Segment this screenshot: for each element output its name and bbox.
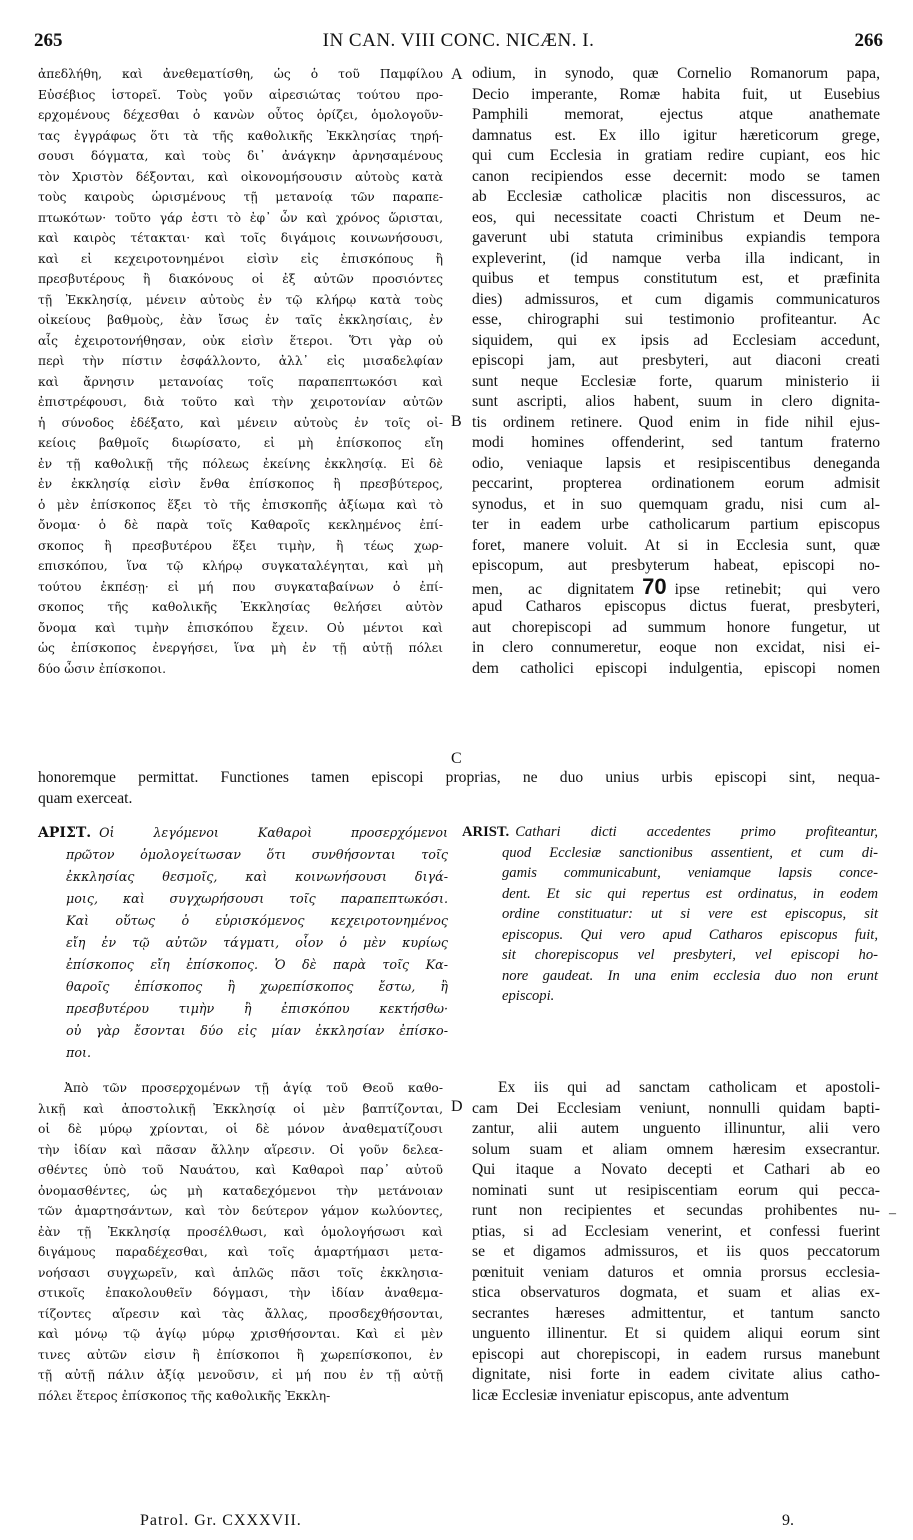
latin-commentary-column [472,64,880,679]
aristenus-label: ARIST. [462,824,510,840]
latin-text-line: episcopi jam, aut presbyteri, aut diaconi creati [472,352,880,369]
greek-text-line: τινες αὐτῶν εἰσιν ἢ ἐπίσκοποι ἢ χωρεπίσκοποι, ἐν [38,1347,443,1362]
latin-text-line: quibus et tempus constitutum est, et præfinita [472,270,880,287]
greek-text-line: οἱ δὲ μύρῳ χρίονται, οἱ δὲ μόνον ἀναθεματίζουσι [38,1122,443,1136]
latin-text-line: episcopi aut chorepiscopi, in eadem rursus manebunt [472,1345,880,1363]
aristenus-latin-line: sit chorepiscopus vel presbyteri, vel episcopi ho- [502,947,878,963]
latin-text-line: nominati sunt ut resipiscentiam eorum qui pecca- [472,1181,880,1199]
latin-text-line: tis ordinem retinere. Quod enim in fide nihil ejus- [472,413,880,431]
latin-text-line: modi homines offenderint, sed tantum fraterno [472,434,880,451]
greek-text-line: νοήσασι συγχωρεῖν, καὶ ἁπλῶς πᾶσι τοῖς ἐκκλησια- [38,1265,443,1280]
latin-text-line: foret, manere voluit. At si in Ecclesia sunt, quæ [472,536,880,554]
section-marker-d: D [451,1098,463,1115]
continuation-line: honoremque permittat. Functiones tamen episcopi proprias, ne duo unius urbis episcopi sint, nequa- [38,769,880,786]
greek-text-line: πόλει ἕτερος ἐπίσκοπος τῆς καθολικῆς Ἐκκλη- [38,1388,331,1403]
greek-text-line: τοὺς καιροὺς ὡρισμένους τῇ μετανοίᾳ τῶν παραπε- [38,190,443,204]
aristenus-latin-line: quod Ecclesiæ sanctionibus assentient, et cum di- [502,844,878,861]
aristenus-label: ΑΡΙΣΤ. [38,825,92,841]
latin-text-line: dies) admissuros, et cum digamis communicaturos [472,290,880,308]
greek-text-line: ὡς ἐπίσκοπος ἐνεργήσει, ἵνα μὴ ἐν τῇ αὐτῇ πόλει [38,641,443,655]
greek-text-line: σθέντες ὑπὸ τοῦ Ναυάτου, καὶ Καθαροὶ παρ᾿ αὐτοῦ [38,1163,443,1177]
aristenus-text: Cathari dicti accedentes primo profiteantur, [515,824,878,840]
latin-text-line: siquidem, qui ex ipsis ad Ecclesiam accedunt, [472,331,880,349]
aristenus-latin-line: episcopi. [502,988,555,1004]
margin-dash: – [889,1206,896,1221]
latin-text-line: odio, veniaque lapsis et resipiscentibus deneganda [472,454,880,472]
aristenus-greek-line: θαροῖς ἐπίσκοπος ἢ χωρεπίσκοπος ἔστω, ἢ [66,979,448,994]
aristenus-latin-line: nore gaudeat. In una enim ecclesia duo non erunt [502,967,878,984]
latin-text-line: Pamphili memorat, ejectus atque anathemate [472,106,880,123]
page-number-right: 266 [854,30,883,51]
page-header [34,30,883,56]
latin-text-line: Ex iis qui ad sanctam catholicam et apostoli- [498,1079,880,1096]
latin-text-line: Decio imperante, Romæ habita fuit, ut Eusebius [472,85,880,103]
latin-text-line: secrantes hæreses admittentur, et tantum sancto [472,1304,880,1322]
latin-text-line: Qui itaque a Novato decepti et Cathari ab eo [472,1161,880,1178]
latin-text-line: licæ Ecclesiæ inveniatur episcopus, ante adventum [472,1386,789,1404]
greek-text-line: ὄνομα καὶ τιμὴν ἐπισκόπου ἔχειν. Οὐ μέντοι καὶ [38,620,443,635]
aristenus-latin-block [462,822,878,1007]
aristenus-greek-line: ἐκκλησίας θεσμοῖς, καὶ κοινωνήσουσι διγά- [66,869,448,884]
aristenus-greek-line: Καὶ οὕτως ὁ εὑρισκόμενος κεχειροτονημένος [66,913,448,928]
latin-text-line: unguento illinentur. Et si quidem aliqui eorum sint [472,1325,880,1342]
section-marker-a: A [451,66,463,83]
latin-text-line: eos, qui necessitate coacti Christum et Deum ne- [472,208,880,226]
greek-text-line: Εὐσέβιος ἱστορεῖ. Τοὺς γοῦν αἱρεσιώτας τούτου προ- [38,87,443,102]
latin-text-fragment: men, ac dignitatem [472,580,635,597]
greek-text-line: ἡ σύνοδος ἐδέξατο, καὶ μένειν αὐτοὺς ἐν τοῖς οἰ- [38,415,443,430]
greek-text-line: τῇ αὐτῇ πάλιν ἀξίᾳ μενοῦσιν, εἰ μή που ἐν τῇ αὐτῇ [38,1368,443,1382]
latin-text-line: odium, in synodo, quæ Cornelio Romanorum papa, [472,65,880,82]
greek-text-line: ὁ μὲν ἐπίσκοπος ἕξει τὸ τῆς ἐπισκοπῆς ἀξίωμα καὶ τὸ [38,497,443,512]
aristenus-greek-line [38,822,448,844]
latin-text-line: se et digamos admissuros, et iis quos peccatorum [472,1243,880,1260]
latin-text-line: esse, chirographi sui testimonio profiteantur. Ac [472,311,880,328]
greek-text-line: καὶ εἰ κεχειροτονημένοι εἰσὶν εἰς ἐπισκόπους ἢ [38,251,443,266]
aristenus-greek-line: πρῶτον ὁμολογείτωσαν ὅτι συνθήσονται τοῖς [66,847,448,862]
latin-text-line: ptias, si ad Ecclesiam venerint, et confessi fuerint [472,1222,880,1240]
latin-text-line: episcopum, aut presbyterum habeat, episcopi no- [472,557,880,574]
aristenus-greek-line: ἐπίσκοπος εἴη ἐπίσκοπος. Ὁ δὲ παρὰ τοῖς Κα- [66,957,448,972]
greek-text-line: επισκόπου, ἵνα τῷ κλήρῳ συγκαταλέγηται, καὶ μὴ [38,559,443,573]
greek-text-line: καὶ ἄρνησιν μετανοίας τοῖς παραπεπτωκόσι καὶ [38,374,443,389]
running-title: IN CAN. VIII CONC. NICÆN. I. [322,30,595,51]
column-number: 70 [642,576,667,597]
greek-text-line: ἐν ἐκκλησίᾳ εἰσὶν ἔνθα ἐπίσκοπος ἢ πρεσβύτερος, [38,477,443,491]
greek-text-line: λικῇ καὶ ἀποστολικῇ Ἐκκλησίᾳ οἱ μὲν βαπτίζονται, [38,1101,443,1116]
greek-text-line: τῇ Ἐκκλησίᾳ, μένειν αὐτοὺς ἐν τῷ κλήρῳ κατὰ τοὺς [38,292,443,307]
latin-text-line [472,577,880,598]
greek-text-line: τίζοντες αἵρεσιν καὶ τὰς ἄλλας, προσδεχθήσονται, [38,1306,443,1321]
latin-text-line: in clero connumeretur, eoque non excidat, nisi ei- [472,639,880,656]
greek-text-line: ἐὰν τῇ Ἐκκλησίᾳ προσέλθωσι, καὶ ὁμολογήσωσι καὶ [38,1224,443,1239]
latin-text-line: ab Ecclesiæ catholicæ placitis non discessuros, ac [472,188,880,205]
greek-text-line: δύο ὦσιν ἐπίσκοποι. [38,661,167,676]
section-marker-b: B [451,413,462,430]
aristenus-greek-block [38,822,448,1064]
greek-text-line: στικοῖς ἐπακολουθεῖν δόγμασι, τὴν ἰδίαν ἀναθεμα- [38,1286,443,1300]
aristenus-latin-line: gamis communicabunt, veniamque lapsis conce- [502,865,878,881]
latin-text-line: cam Dei Ecclesiam veniunt, nonnulli quidam bapti- [472,1099,880,1117]
greek-text-line: Ἀπὸ τῶν προσερχομένων τῇ ἁγίᾳ τοῦ Θεοῦ καθο- [64,1081,443,1095]
greek-text-line: ερχομένους δέχεσθαι ὁ κανὼν οὗτος ὁρίζει, ὁμολογοῦν- [38,108,443,122]
greek-balsamon-column [38,1078,443,1406]
latin-text-line: dem catholici episcopi indulgentia, episcopi nomen [472,659,880,677]
aristenus-latin-line: ordine constituatur: ut si vere est episcopus, sit [502,906,878,922]
latin-text-line: sunt neque Ecclesiæ forte, quarum ministerio ii [472,372,880,390]
latin-text-line: peccarint, propterea ordinationem eorum admisit [472,475,880,492]
latin-text-line: ter in eadem urbe catholicarum partium episcopus [472,516,880,533]
greek-text-line: περὶ τὴν πίστιν ἐσφάλλοντο, ἀλλ᾿ εἰς μισαδελφίαν [38,354,443,368]
greek-text-line: πρεσβυτέρους ἢ διακόνους οἱ ἐξ αὐτῶν προσιόντες [38,272,443,286]
latin-text-line: qui cum Ecclesia in gratiam redire cupiant, eos hic [472,147,880,164]
greek-text-line: καὶ μόνῳ τῷ ἁγίῳ μύρῳ χρισθήσονται. Καὶ εἰ μὲν [38,1327,443,1341]
latin-balsamon-column [472,1078,880,1406]
greek-text-line: τῶν ἁμαρτησάντων, καὶ τὸν δεύτερον γάμον κωλύοντες, [38,1204,443,1218]
aristenus-latin-line [462,822,878,843]
greek-text-line: πτωκότων· τοῦτο γάρ ἐστι τὸ ἐφ᾿ ὧν καὶ χρόνος ὥρισται, [38,210,443,225]
greek-text-line: ὄνομα· ὁ δὲ παρὰ τοῖς Καθαροῖς κεκλημένος ἐπί- [38,518,443,532]
latin-text-line: pœnituit veniam daturos et omnia prorsus ecclesia- [472,1263,880,1281]
aristenus-latin-line: episcopus. Qui vero apud Catharos episcopus fuit, [502,926,878,943]
footer-signature: Patrol. Gr. CXXXVII. [140,1512,302,1529]
greek-text-line: σκοπος ἢ πρεσβυτέρου ἕξει τιμὴν, ἢ τέως χωρ- [38,538,443,553]
greek-text-line: τούτου ἐκπέσῃ· εἰ μή που συγκαταβαίνων ὁ ἐπί- [38,579,443,594]
greek-text-line: σουσι δόγματα, καὶ τοὺς δι᾿ ἀνάγκην ἀρνησαμένους [38,149,443,163]
continuation-line: quam exerceat. [38,789,133,807]
latin-text-line: expleverint, (id namque verba illa indicant, in [472,249,880,267]
latin-text-line: gaverunt ubi statuta criminibus expiandis tempora [472,229,880,246]
greek-text-line: τας ἐγγράφως ὅτι τὰ τῆς καθολικῆς Ἐκκλησίας τηρή- [38,128,443,143]
aristenus-greek-line: εἴη ἐν τῷ αὐτῶν τάγματι, οἷον ὁ μὲν κυρίως [66,935,448,950]
latin-text-line: aut chorepiscopi ad summum honore fungetur, ut [472,618,880,636]
latin-text-fragment: ipse retinebit; qui vero [674,580,880,597]
greek-text-line: τὸν Χριστὸν δέξονται, καὶ οἰκονομήσουσιν αὐτοὺς κατὰ [38,169,443,184]
greek-text-line: καὶ καιρὸς τέτακται· καὶ τοῖς διγάμοις κοινωνήσουσι, [38,231,443,245]
latin-text-line: sunt ascripti, alios habent, suum in clero dignita- [472,393,880,410]
greek-text-line: αἷς ἐχειροτονήθησαν, οὐκ εἰσὶν ἕτεροι. Ὅτι γὰρ οὐ [38,333,443,348]
latin-text-line: stica observaturos dogmata, et suam et alias ex- [472,1284,880,1301]
latin-text-line: canon recipiendos esse decernit: modo se tamen [472,167,880,185]
latin-text-line: damnatus est. Ex illo igitur hæreticorum grege, [472,126,880,144]
latin-text-line: apud Catharos episcopus dictus fuerat, presbyteri, [472,598,880,615]
aristenus-latin-line: dent. Et sic qui repertus est ordinatus, in eodem [502,885,878,902]
aristenus-greek-line: οὐ γὰρ ἔσονται δύο εἰς μίαν ἐκκλησίαν ἐπίσκο- [66,1023,448,1038]
greek-text-line: διγάμους παραδέχεσθαι, καὶ τοῖς ἁμαρτήμασι μετα- [38,1245,443,1259]
greek-text-line: τὴν ἰδίαν καὶ πᾶσαν ἄλλην αἵρεσιν. Οἱ γοῦν δελεα- [38,1142,443,1157]
footer-gathering-number: 9. [782,1512,794,1529]
greek-text-line: ἐπιστρέφουσι, διὰ τοῦτο καὶ τὴν χειροτονίαν αὐτῶν [38,395,443,409]
greek-text-line: οἰκείους βαθμοὺς, ἐὰν ἴσως ἐν ταῖς ἐκκλησίαις, ἐν [38,313,443,327]
latin-text-line: runt non recipientes et secundas prohibentes nu- [472,1202,880,1219]
greek-text-line: ἀπεδλήθη, καὶ ἀνεθεματίσθη, ὡς ὁ τοῦ Παμφίλου [38,67,443,81]
aristenus-greek-line: πρεσβυτέρου τιμὴν ἢ ἐπισκόπου κεκτήσθω· [66,1001,448,1016]
aristenus-greek-line: μοις, καὶ συγχωρήσουσι τοῖς παραπεπτωκόσι. [66,891,448,906]
latin-text-line: solum suam et aliam omnem hæresim exsecrantur. [472,1140,880,1158]
page-number-left: 265 [34,30,63,51]
greek-text-line: ὀνομασθέντες, ὡς μὴ καταδεχόμενοι τὴν μετάνοιαν [38,1183,443,1198]
latin-text-line: synodus, et in suo quemquam gradu, nisi cum al- [472,495,880,513]
aristenus-text: Οἱ λεγόμενοι Καθαροὶ προσερχόμενοι [99,825,448,840]
aristenus-greek-line: ποι. [66,1045,91,1060]
greek-text-line: σκοπος τῆς καθολικῆς Ἐκκλησίας θελήσει αὐτὸν [38,600,443,614]
latin-text-line: zantur, alii autem unguento illinuntur, alii vero [472,1120,880,1137]
greek-commentary-column [38,64,443,679]
latin-text-line: dignitate, nisi forte in eadem civitate alius catho- [472,1366,880,1383]
greek-text-line: κείοις βαθμοῖς διωρίσατο, εἰ μὴ ἐπίσκοπος εἴη [38,436,443,450]
section-marker-c: C [451,750,462,767]
latin-continuation [38,768,880,809]
greek-text-line: ἐν τῇ καθολικῇ τῆς πόλεως ἐκείνης ἐκκλησίᾳ. Εἰ δὲ [38,456,443,471]
